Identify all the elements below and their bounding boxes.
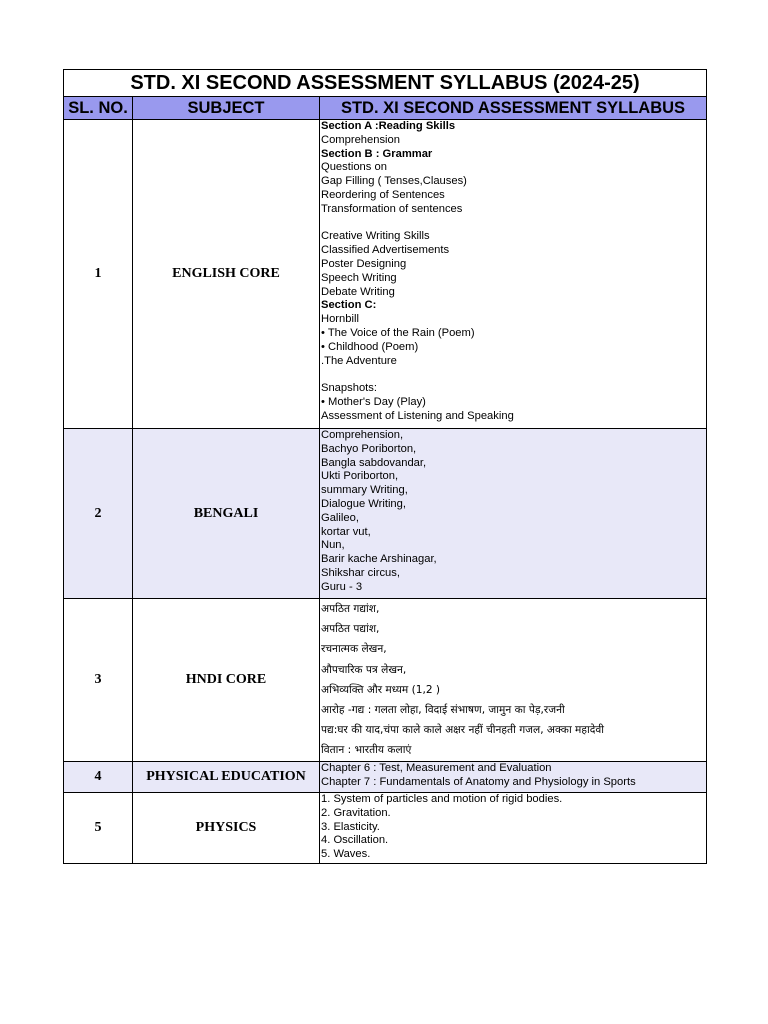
syllabus-line: Snapshots: <box>321 382 377 395</box>
row-sl-number: 1 <box>64 120 133 429</box>
syllabus-line: Creative Writing Skills <box>321 230 430 243</box>
header-subject: SUBJECT <box>133 97 320 120</box>
table-row <box>64 599 707 762</box>
row-syllabus-content <box>320 762 707 793</box>
syllabus-line: अभिव्यक्ति और मध्यम (1,2 ) <box>321 683 441 696</box>
row-sl-number: 5 <box>64 793 133 864</box>
syllabus-line: summary Writing, <box>321 484 408 497</box>
syllabus-line: Shikshar circus, <box>321 566 400 579</box>
syllabus-line: आरोह -गद्य : गलता लोहा, विदाई संभाषण, जामुन का पेड़,रजनी <box>321 703 565 716</box>
table-row <box>64 120 707 429</box>
syllabus-line: Gap Filling ( Tenses,Clauses) <box>321 175 467 188</box>
row-subject: PHYSICAL EDUCATION <box>133 762 320 793</box>
syllabus-line: पद्य:घर की याद,चंपा काले काले अक्षर नहीं चीनहती गजल, अक्का महादेवी <box>321 724 605 737</box>
syllabus-line: Poster Designing <box>321 257 407 270</box>
syllabus-line: Assessment of Listening and Speaking <box>321 409 514 422</box>
syllabus-line: अपठित पद्यांश, <box>321 623 380 636</box>
syllabus-line: Comprehension <box>321 133 400 146</box>
syllabus-line: Galileo, <box>321 511 359 524</box>
syllabus-line: Speech Writing <box>321 271 397 284</box>
table-row <box>64 793 707 864</box>
syllabus-line: औपचारिक पत्र लेखन, <box>321 663 407 676</box>
row-sl-number: 4 <box>64 762 133 793</box>
row-subject: HNDI CORE <box>133 599 320 762</box>
syllabus-line: .The Adventure <box>321 354 397 367</box>
row-syllabus-content <box>320 793 707 864</box>
header-syllabus: STD. XI SECOND ASSESSMENT SYLLABUS <box>320 97 707 120</box>
syllabus-line: Chapter 6 : Test, Measurement and Evaluation <box>321 762 552 774</box>
syllabus-line: Section B : Grammar <box>321 147 433 160</box>
syllabus-line: Ukti Poriborton, <box>321 470 399 483</box>
syllabus-line: • Mother's Day (Play) <box>321 395 426 408</box>
syllabus-line: Nun, <box>321 539 345 552</box>
table-row <box>64 762 707 793</box>
syllabus-line: Classified Advertisements <box>321 244 450 257</box>
header-sl-no: SL. NO. <box>64 97 133 120</box>
page-title: STD. XI SECOND ASSESSMENT SYLLABUS (2024-25) <box>64 70 707 97</box>
syllabus-line: Bangla sabdovandar, <box>321 456 427 469</box>
syllabus-line: 3. Elasticity. <box>321 820 380 833</box>
row-syllabus-content <box>320 429 707 599</box>
syllabus-line: 1. System of particles and motion of rigid bodies. <box>321 793 563 805</box>
row-sl-number: 3 <box>64 599 133 762</box>
syllabus-line: वितान : भारतीय कलाएं <box>321 744 412 757</box>
row-syllabus-content <box>320 120 707 429</box>
row-sl-number: 2 <box>64 429 133 599</box>
syllabus-line: अपठित गद्यांश, <box>321 603 380 615</box>
syllabus-line: Questions on <box>321 161 387 174</box>
syllabus-line: Barir kache Arshinagar, <box>321 553 437 566</box>
syllabus-line: 4. Oscillation. <box>321 834 389 847</box>
syllabus-line: 5. Waves. <box>321 848 371 861</box>
syllabus-line: Reordering of Sentences <box>321 188 445 201</box>
row-subject: PHYSICS <box>133 793 320 864</box>
syllabus-line: Comprehension, <box>321 429 404 441</box>
syllabus-line: Bachyo Poriborton, <box>321 442 417 455</box>
syllabus-line <box>321 368 706 382</box>
table-row <box>64 429 707 599</box>
syllabus-line: Debate Writing <box>321 285 395 298</box>
syllabus-line: Guru - 3 <box>321 580 363 593</box>
row-subject: BENGALI <box>133 429 320 599</box>
syllabus-line: • Childhood (Poem) <box>321 340 419 353</box>
syllabus-table <box>63 69 707 864</box>
syllabus-line: kortar vut, <box>321 525 371 538</box>
syllabus-line: Section C: <box>321 299 377 312</box>
syllabus-line: Section A :Reading Skills <box>321 120 456 132</box>
syllabus-line: 2. Gravitation. <box>321 806 391 819</box>
syllabus-line: • The Voice of the Rain (Poem) <box>321 326 475 339</box>
row-syllabus-content <box>320 599 707 762</box>
header-row <box>64 97 707 120</box>
syllabus-line: रचनात्मक लेखन, <box>321 643 387 656</box>
syllabus-line: Chapter 7 : Fundamentals of Anatomy and Physiology in Sports <box>321 775 636 788</box>
row-subject: ENGLISH CORE <box>133 120 320 429</box>
title-row <box>64 70 707 97</box>
syllabus-line <box>321 217 706 231</box>
syllabus-line: Dialogue Writing, <box>321 497 406 510</box>
syllabus-line: Hornbill <box>321 313 359 326</box>
syllabus-line: Transformation of sentences <box>321 202 463 215</box>
